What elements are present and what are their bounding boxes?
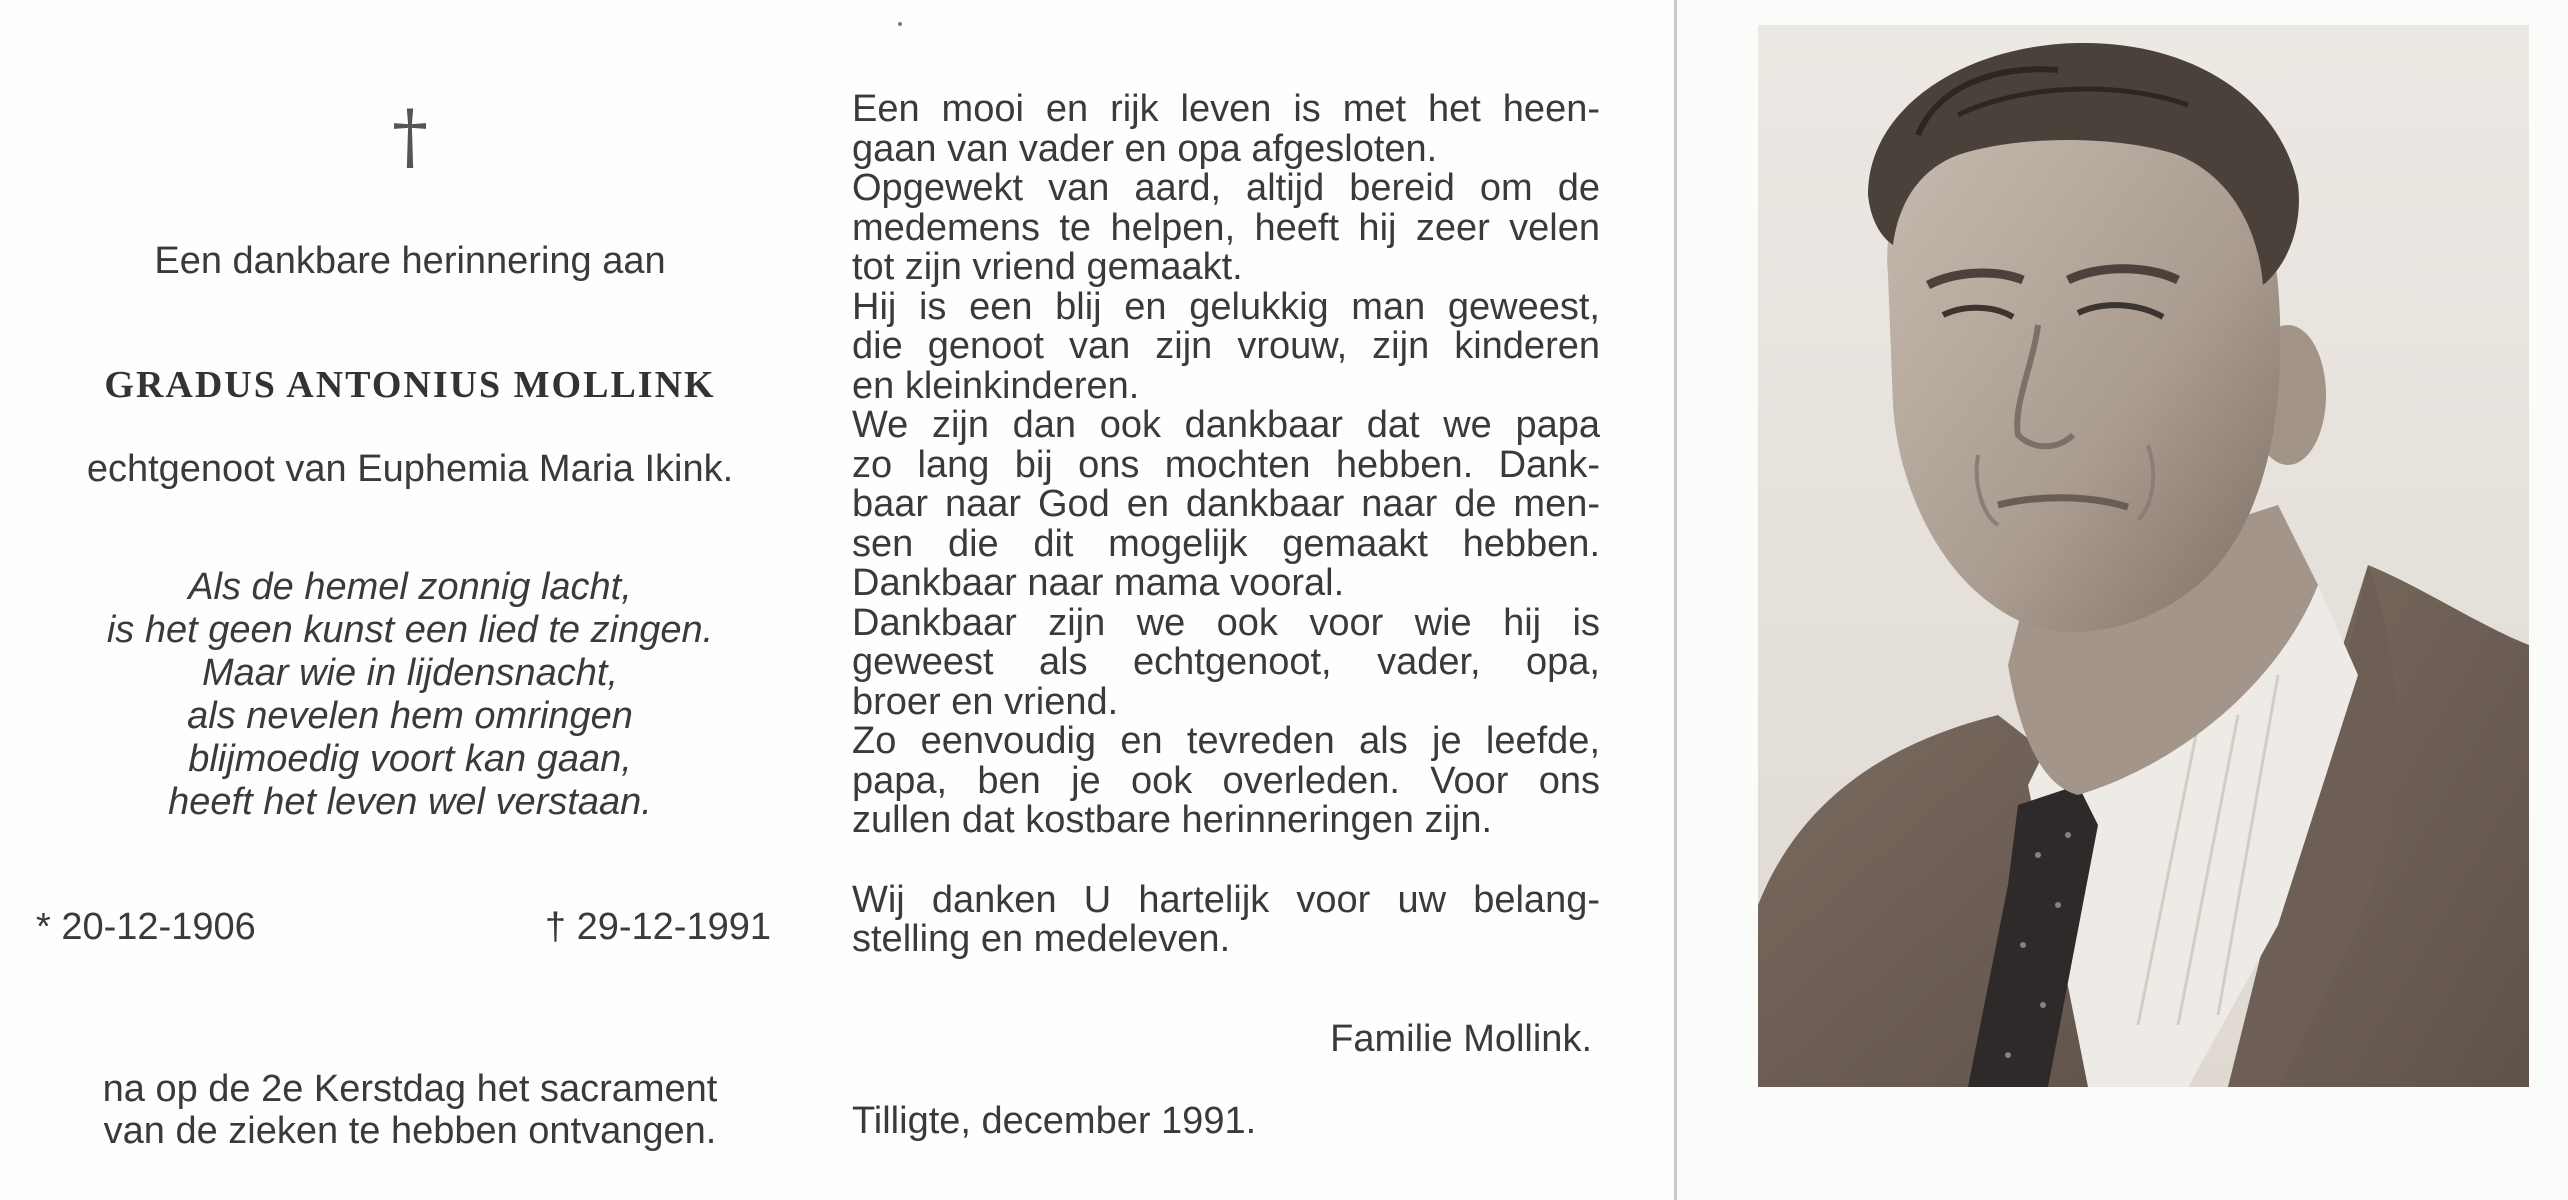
tribute-line: medemens te helpen, heeft hij zeer velen <box>852 206 1600 249</box>
poem <box>20 566 800 824</box>
poem-line: heeft het leven wel verstaan. <box>168 781 652 823</box>
tribute-line: Hij is een blij en gelukkig man geweest, <box>852 285 1600 328</box>
portrait-illustration <box>1758 25 2529 1087</box>
tribute-line: Opgewekt van aard, altijd bereid om de <box>852 167 1600 209</box>
poem-line: blijmoedig voort kan gaan, <box>188 738 632 780</box>
sacrament-line: na op de 2e Kerstdag het sacrament <box>102 1068 718 1110</box>
paragraph-gap <box>852 841 1600 881</box>
poem-line: als nevelen hem omringen <box>187 695 633 737</box>
tribute-line: geweest als echtgenoot, vader, opa, <box>852 641 1600 683</box>
tribute-line: We zijn dan ook dankbaar dat we papa <box>852 404 1600 446</box>
tribute-line: sen die dit mogelijk gemaakt hebben. <box>852 522 1600 565</box>
tribute-line: gaan van vader en opa afgesloten. <box>852 127 1438 170</box>
spouse-line: echtgenoot van Euphemia Maria Ikink. <box>86 448 734 490</box>
tribute-line: Dankbaar naar mama vooral. <box>852 562 1345 604</box>
tribute-line: Dankbaar zijn we ook voor wie hij is <box>852 601 1600 644</box>
sacrament-note <box>20 1068 800 1152</box>
tribute-line: broer en vriend. <box>852 680 1119 723</box>
deceased-name: GRADUS ANTONIUS MOLLINK <box>104 364 716 406</box>
thanks-line: Wij danken U hartelijk voor uw belang- <box>852 878 1600 921</box>
tribute-line: en kleinkinderen. <box>852 364 1140 407</box>
tribute-line: papa, ben je ook overleden. Voor ons <box>852 759 1600 802</box>
paper-speck <box>898 22 902 26</box>
sacrament-line: van de zieken te hebben ontvangen. <box>103 1110 717 1152</box>
place-date: Tilligte, december 1991. <box>852 1100 1257 1142</box>
death-date: † 29-12-1991 <box>544 906 771 948</box>
tribute-line: tot zijn vriend gemaakt. <box>852 246 1243 288</box>
birth-date: * 20-12-1906 <box>36 906 256 948</box>
tribute-line: zullen dat kostbare herinneringen zijn. <box>852 799 1493 841</box>
tribute-text <box>852 90 1600 960</box>
portrait-photo <box>1758 25 2529 1087</box>
poem-line: Als de hemel zonnig lacht, <box>188 566 632 608</box>
tribute-line: baar naar God en dankbaar naar de men- <box>852 483 1600 525</box>
poem-line: is het geen kunst een lied te zingen. <box>106 609 714 651</box>
thanks-line: stelling en medeleven. <box>852 918 1231 960</box>
tribute-line: Zo eenvoudig en tevreden als je leefde, <box>852 720 1600 762</box>
left-column <box>20 0 800 1200</box>
intro-text: Een dankbare herinnering aan <box>154 240 666 282</box>
poem-line: Maar wie in lijdensnacht, <box>201 652 619 694</box>
cross-icon: † <box>392 94 428 178</box>
tribute-line: die genoot van zijn vrouw, zijn kinderen <box>852 325 1600 367</box>
tribute-line: Een mooi en rijk leven is met het heen- <box>852 88 1600 130</box>
family-signature: Familie Mollink. <box>1330 1018 1592 1060</box>
tribute-line: zo lang bij ons mochten hebben. Dank- <box>852 443 1600 486</box>
